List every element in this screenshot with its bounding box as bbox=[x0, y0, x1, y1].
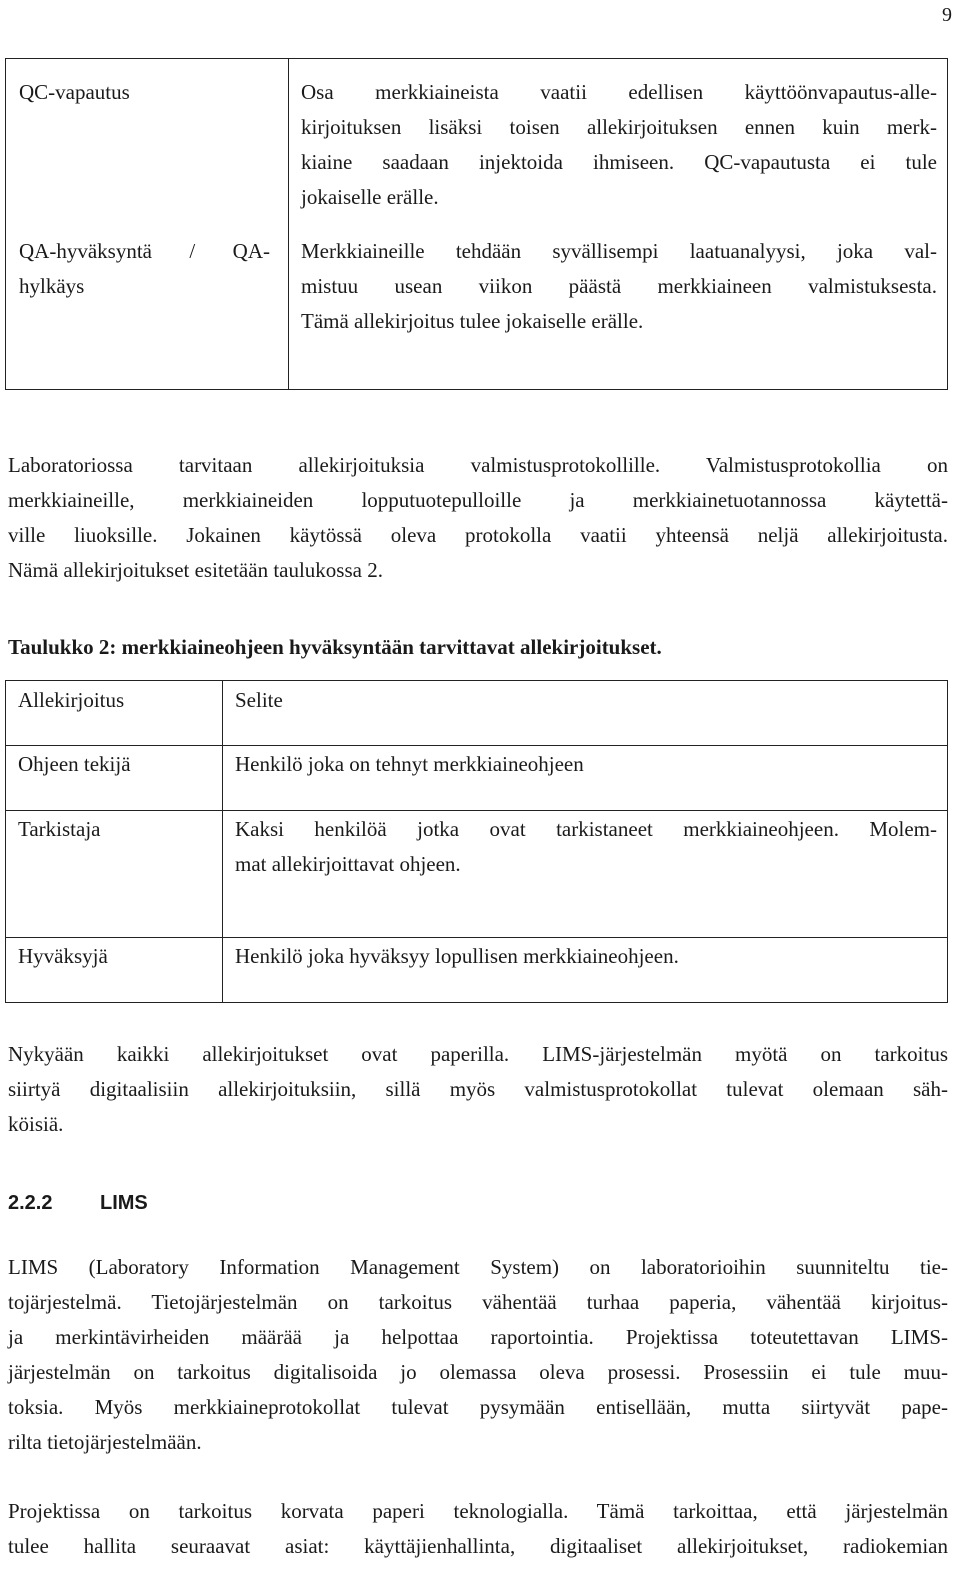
row-value bbox=[223, 746, 947, 782]
text-line: siirtyä digitaalisiin allekirjoituksiin, sillä myös valmistusprotokollat tulevat olemaan säh- bbox=[8, 1077, 948, 1101]
text-line: Projektissa on tarkoitus korvata paperi teknologialla. Tämä tarkoittaa, että järjestelmän bbox=[8, 1499, 948, 1523]
text-line: merkkiaineille, merkkiaineiden lopputuotepulloille ja merkkiainetuotannossa käytettä- bbox=[8, 488, 948, 512]
table-row bbox=[6, 59, 948, 390]
text-line: Nykyään kaikki allekirjoitukset ovat paperilla. LIMS-järjestelmän myötä on tarkoitus bbox=[8, 1042, 948, 1066]
value-line: mat allekirjoittavat ohjeen. bbox=[235, 852, 461, 876]
table-row bbox=[6, 746, 948, 811]
table-row bbox=[6, 938, 948, 1003]
desc-line: Merkkiaineille tehdään syvällisempi laatuanalyysi, joka val- bbox=[301, 239, 937, 263]
text-line: tojärjestelmä. Tietojärjestelmän on tarkoitus vähentää turhaa paperia, vähentää kirjoitus- bbox=[8, 1290, 948, 1314]
descriptions-column bbox=[289, 59, 947, 339]
table-cell bbox=[223, 811, 948, 938]
term-qa-part3: hylkäys bbox=[19, 274, 85, 298]
term-qa-part2: QA- bbox=[232, 239, 270, 263]
desc-qa-hyvaksynta bbox=[301, 234, 937, 339]
text-line: järjestelmän on tarkoitus digitalisoida jo olemassa oleva prosessi. Prosessiin ei tule muu- bbox=[8, 1360, 948, 1384]
term-qa-part1: QA-hyväksyntä bbox=[19, 239, 152, 263]
desc-qc-vapautus bbox=[301, 75, 937, 234]
text-line: ja merkintävirheiden määrää ja helpottaa raportointia. Projektissa toteutettavan LIMS- bbox=[8, 1325, 948, 1349]
text-line: Nämä allekirjoitukset esitetään taulukossa 2. bbox=[8, 558, 383, 582]
section-number: 2.2.2 bbox=[8, 1192, 53, 1214]
paragraph-digital-signatures bbox=[8, 1037, 948, 1142]
page-number: 9 bbox=[942, 4, 952, 26]
table-cell-terms bbox=[6, 59, 289, 390]
text-line: Laboratoriossa tarvitaan allekirjoituksia valmistusprotokollille. Valmistusprotokollia on bbox=[8, 453, 948, 477]
row-key: Hyväksyjä bbox=[18, 944, 108, 968]
desc-line: kiaine saadaan injektoida ihmiseen. QC-vapautusta ei tule bbox=[301, 150, 937, 174]
section-title: LIMS bbox=[100, 1192, 148, 1214]
section-heading bbox=[8, 1186, 148, 1221]
table-cell-descriptions bbox=[289, 59, 948, 390]
paragraph-project-goal bbox=[8, 1494, 948, 1564]
text-line: köisiä. bbox=[8, 1112, 64, 1136]
term-qc-vapautus: QC-vapautus bbox=[19, 80, 130, 104]
table-caption: Taulukko 2: merkkiaineohjeen hyväksyntään tarvittavat allekirjoitukset. bbox=[8, 635, 662, 659]
header-cell bbox=[6, 681, 223, 746]
header-description: Selite bbox=[235, 688, 283, 712]
text-line: ville liuoksille. Jokainen käytössä oleva protokolla vaatii yhteensä neljä allekirjoitusta. bbox=[8, 523, 948, 547]
header-signature: Allekirjoitus bbox=[18, 688, 125, 712]
term-qa-slash: / bbox=[189, 239, 196, 263]
text-line: LIMS (Laboratory Information Management System) on laboratorioihin suunniteltu tie- bbox=[8, 1255, 948, 1279]
header-cell bbox=[223, 681, 948, 746]
term-qa-hyvaksynta bbox=[19, 234, 288, 269]
table-cell bbox=[6, 938, 223, 1003]
paragraph-lims-intro bbox=[8, 1250, 948, 1460]
desc-line: mistuu usean viikon päästä merkkiaineen valmistuksesta. bbox=[301, 274, 937, 298]
value-line: Henkilö joka hyväksyy lopullisen merkkiaineohjeen. bbox=[235, 944, 679, 968]
desc-line: kirjoituksen lisäksi toisen allekirjoituksen ennen kuin merk- bbox=[301, 115, 937, 139]
table-cell bbox=[6, 811, 223, 938]
terms-column bbox=[6, 59, 288, 304]
row-key: Tarkistaja bbox=[18, 817, 101, 841]
table-cell bbox=[223, 746, 948, 811]
desc-line: Tämä allekirjoitus tulee jokaiselle erälle. bbox=[301, 309, 644, 333]
table-row bbox=[6, 811, 948, 938]
text-line: rilta tietojärjestelmään. bbox=[8, 1430, 202, 1454]
signature-definitions-table bbox=[5, 58, 948, 390]
row-key: Ohjeen tekijä bbox=[18, 752, 131, 776]
table-header-row bbox=[6, 681, 948, 746]
text-line: tulee hallita seuraavat asiat: käyttäjienhallinta, digitaaliset allekirjoitukset, radiokemian bbox=[8, 1534, 948, 1558]
required-signatures-table bbox=[5, 680, 948, 1003]
value-line: Henkilö joka on tehnyt merkkiaineohjeen bbox=[235, 752, 584, 776]
paragraph-signatures bbox=[8, 448, 948, 588]
row-value bbox=[223, 811, 947, 882]
table-cell bbox=[223, 938, 948, 1003]
table-cell bbox=[6, 746, 223, 811]
desc-line: jokaiselle erälle. bbox=[301, 185, 439, 209]
row-value bbox=[223, 938, 947, 974]
text-line: toksia. Myös merkkiaineprotokollat tulevat pysymään entisellään, mutta siirtyvät pape- bbox=[8, 1395, 948, 1419]
value-line: Kaksi henkilöä jotka ovat tarkistaneet merkkiaineohjeen. Molem- bbox=[235, 817, 937, 841]
desc-line: Osa merkkiaineista vaatii edellisen käyttöönvapautus-alle- bbox=[301, 80, 937, 104]
